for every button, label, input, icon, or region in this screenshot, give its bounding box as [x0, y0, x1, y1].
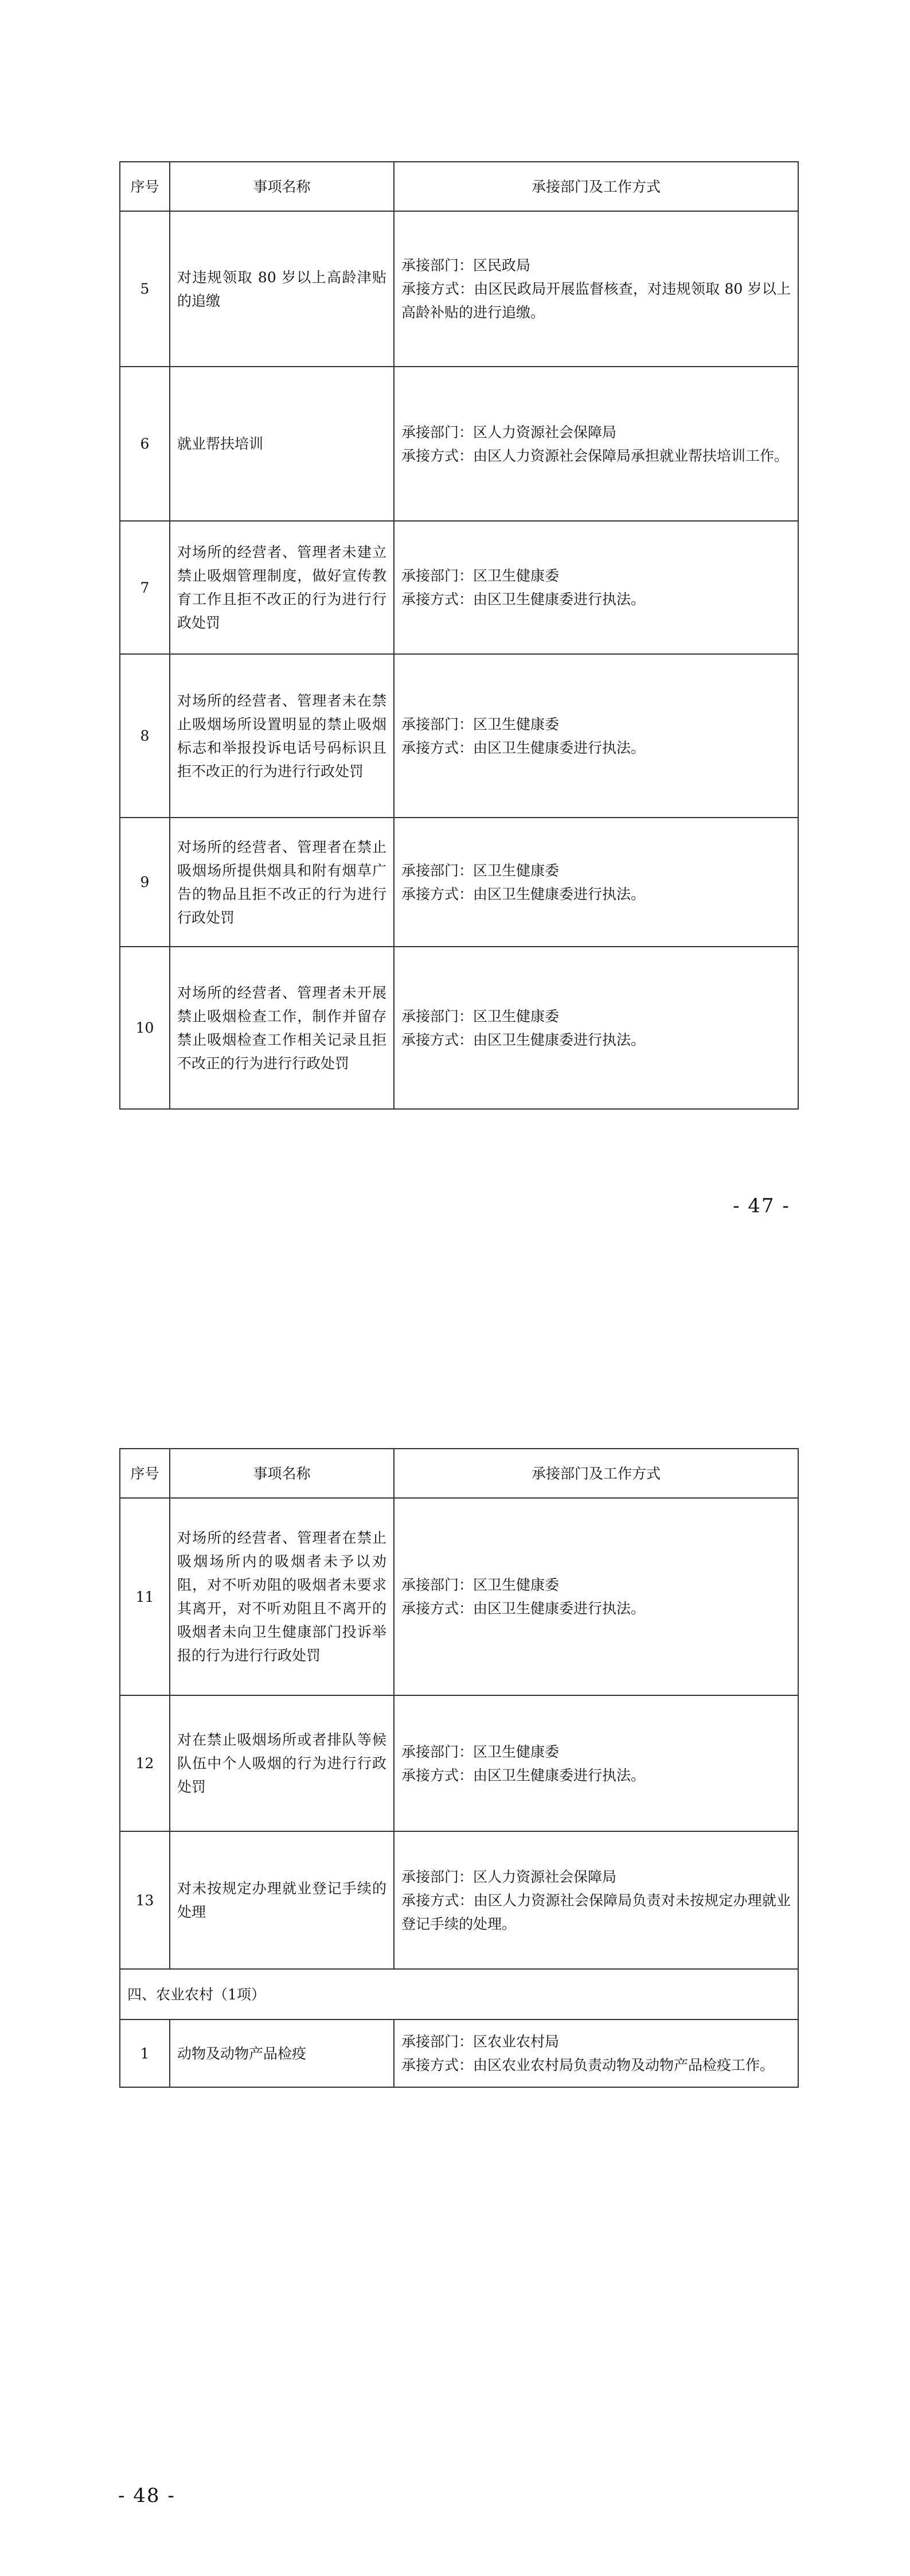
- row-item-name: 对场所的经营者、管理者未开展禁止吸烟检查工作，制作并留存禁止吸烟检查工作相关记录且拒不改正的行为进行行政处罚: [170, 947, 394, 1109]
- row-index: 12: [120, 1695, 170, 1831]
- row-department-method: [394, 2019, 798, 2087]
- row-method: 承接方式：由区人力资源社会保障局负责对未按规定办理就业登记手续的处理。: [401, 1892, 791, 1932]
- header-item-name: 事项名称: [170, 162, 394, 211]
- header-item-name: 事项名称: [170, 1449, 394, 1498]
- row-item-name: 对在禁止吸烟场所或者排队等候队伍中个人吸烟的行为进行行政处罚: [170, 1695, 394, 1831]
- table-row: [120, 521, 798, 654]
- row-index: 13: [120, 1831, 170, 1969]
- table-header-row: [120, 1449, 798, 1498]
- row-department-method: [394, 521, 798, 654]
- table-row: [120, 654, 798, 818]
- row-department-method: [394, 818, 798, 947]
- page-number: - 47 -: [733, 1194, 790, 1217]
- section-heading: 四、农业农村（1项）: [120, 1969, 798, 2019]
- row-method: 承接方式：由区卫生健康委进行执法。: [401, 1766, 646, 1784]
- row-method: 承接方式：由区农业农村局负责动物及动物产品检疫工作。: [401, 2057, 775, 2073]
- row-method: 承接方式：由区人力资源社会保障局承担就业帮扶培训工作。: [401, 447, 789, 464]
- table-row: [120, 2019, 798, 2087]
- row-index: 9: [120, 818, 170, 947]
- row-item-name: 对场所的经营者、管理者在禁止吸烟场所提供烟具和附有烟草广告的物品且拒不改正的行为进行行政处罚: [170, 818, 394, 947]
- row-item-name: 动物及动物产品检疫: [170, 2019, 394, 2087]
- row-index: 8: [120, 654, 170, 818]
- row-department: 承接部门：区卫生健康委: [401, 862, 560, 879]
- row-department: 承接部门：区卫生健康委: [401, 1743, 560, 1760]
- row-department: 承接部门：区卫生健康委: [401, 567, 560, 584]
- row-item-name: 对违规领取 80 岁以上高龄津贴的追缴: [170, 211, 394, 367]
- row-method: 承接方式：由区民政局开展监督核查，对违规领取 80 岁以上高龄补贴的进行追缴。: [401, 281, 791, 321]
- header-index: 序号: [120, 162, 170, 211]
- row-department: 承接部门：区农业农村局: [401, 2033, 560, 2050]
- table-row: [120, 1498, 798, 1695]
- section-row: [120, 1969, 798, 2019]
- table-row: [120, 1695, 798, 1831]
- table-header-row: [120, 162, 798, 211]
- row-method: 承接方式：由区卫生健康委进行执法。: [401, 1600, 646, 1617]
- row-item-name: 对场所的经营者、管理者在禁止吸烟场所内的吸烟者未予以劝阻，对不听劝阻的吸烟者未要求其离开，对不听劝阻且不离开的吸烟者未向卫生健康部门投诉举报的行为进行行政处罚: [170, 1498, 394, 1695]
- row-department: 承接部门：区人力资源社会保障局: [401, 423, 617, 441]
- row-method: 承接方式：由区卫生健康委进行执法。: [401, 885, 646, 902]
- table-row: [120, 211, 798, 367]
- row-department: 承接部门：区卫生健康委: [401, 715, 560, 733]
- row-method: 承接方式：由区卫生健康委进行执法。: [401, 591, 646, 608]
- row-index: 1: [120, 2019, 170, 2087]
- row-index: 10: [120, 947, 170, 1109]
- row-department: 承接部门：区民政局: [401, 257, 531, 274]
- row-department-method: [394, 1695, 798, 1831]
- header-index: 序号: [120, 1449, 170, 1498]
- row-department-method: [394, 1498, 798, 1695]
- row-index: 6: [120, 367, 170, 521]
- table-row: [120, 1831, 798, 1969]
- row-department-method: [394, 1831, 798, 1969]
- row-department: 承接部门：区卫生健康委: [401, 1007, 560, 1025]
- matters-table-page-48: [119, 1448, 799, 2088]
- row-method: 承接方式：由区卫生健康委进行执法。: [401, 1031, 646, 1048]
- header-department-method: 承接部门及工作方式: [394, 1449, 798, 1498]
- row-department: 承接部门：区人力资源社会保障局: [401, 1868, 617, 1885]
- row-item-name: 对场所的经营者、管理者未建立禁止吸烟管理制度，做好宣传教育工作且拒不改正的行为进行行政处罚: [170, 521, 394, 654]
- row-item-name: 对未按规定办理就业登记手续的处理: [170, 1831, 394, 1969]
- row-method: 承接方式：由区卫生健康委进行执法。: [401, 739, 646, 756]
- page-number: - 48 -: [118, 2484, 175, 2507]
- row-index: 5: [120, 211, 170, 367]
- table-row: [120, 367, 798, 521]
- header-department-method: 承接部门及工作方式: [394, 162, 798, 211]
- table-row: [120, 947, 798, 1109]
- row-index: 7: [120, 521, 170, 654]
- table-row: [120, 818, 798, 947]
- row-item-name: 对场所的经营者、管理者未在禁止吸烟场所设置明显的禁止吸烟标志和举报投诉电话号码标识且拒不改正的行为进行行政处罚: [170, 654, 394, 818]
- row-department: 承接部门：区卫生健康委: [401, 1577, 560, 1593]
- row-department-method: [394, 947, 798, 1109]
- row-index: 11: [120, 1498, 170, 1695]
- row-department-method: [394, 367, 798, 521]
- matters-table-page-47: [119, 161, 799, 1110]
- row-item-name: 就业帮扶培训: [170, 367, 394, 521]
- row-department-method: [394, 654, 798, 818]
- row-department-method: [394, 211, 798, 367]
